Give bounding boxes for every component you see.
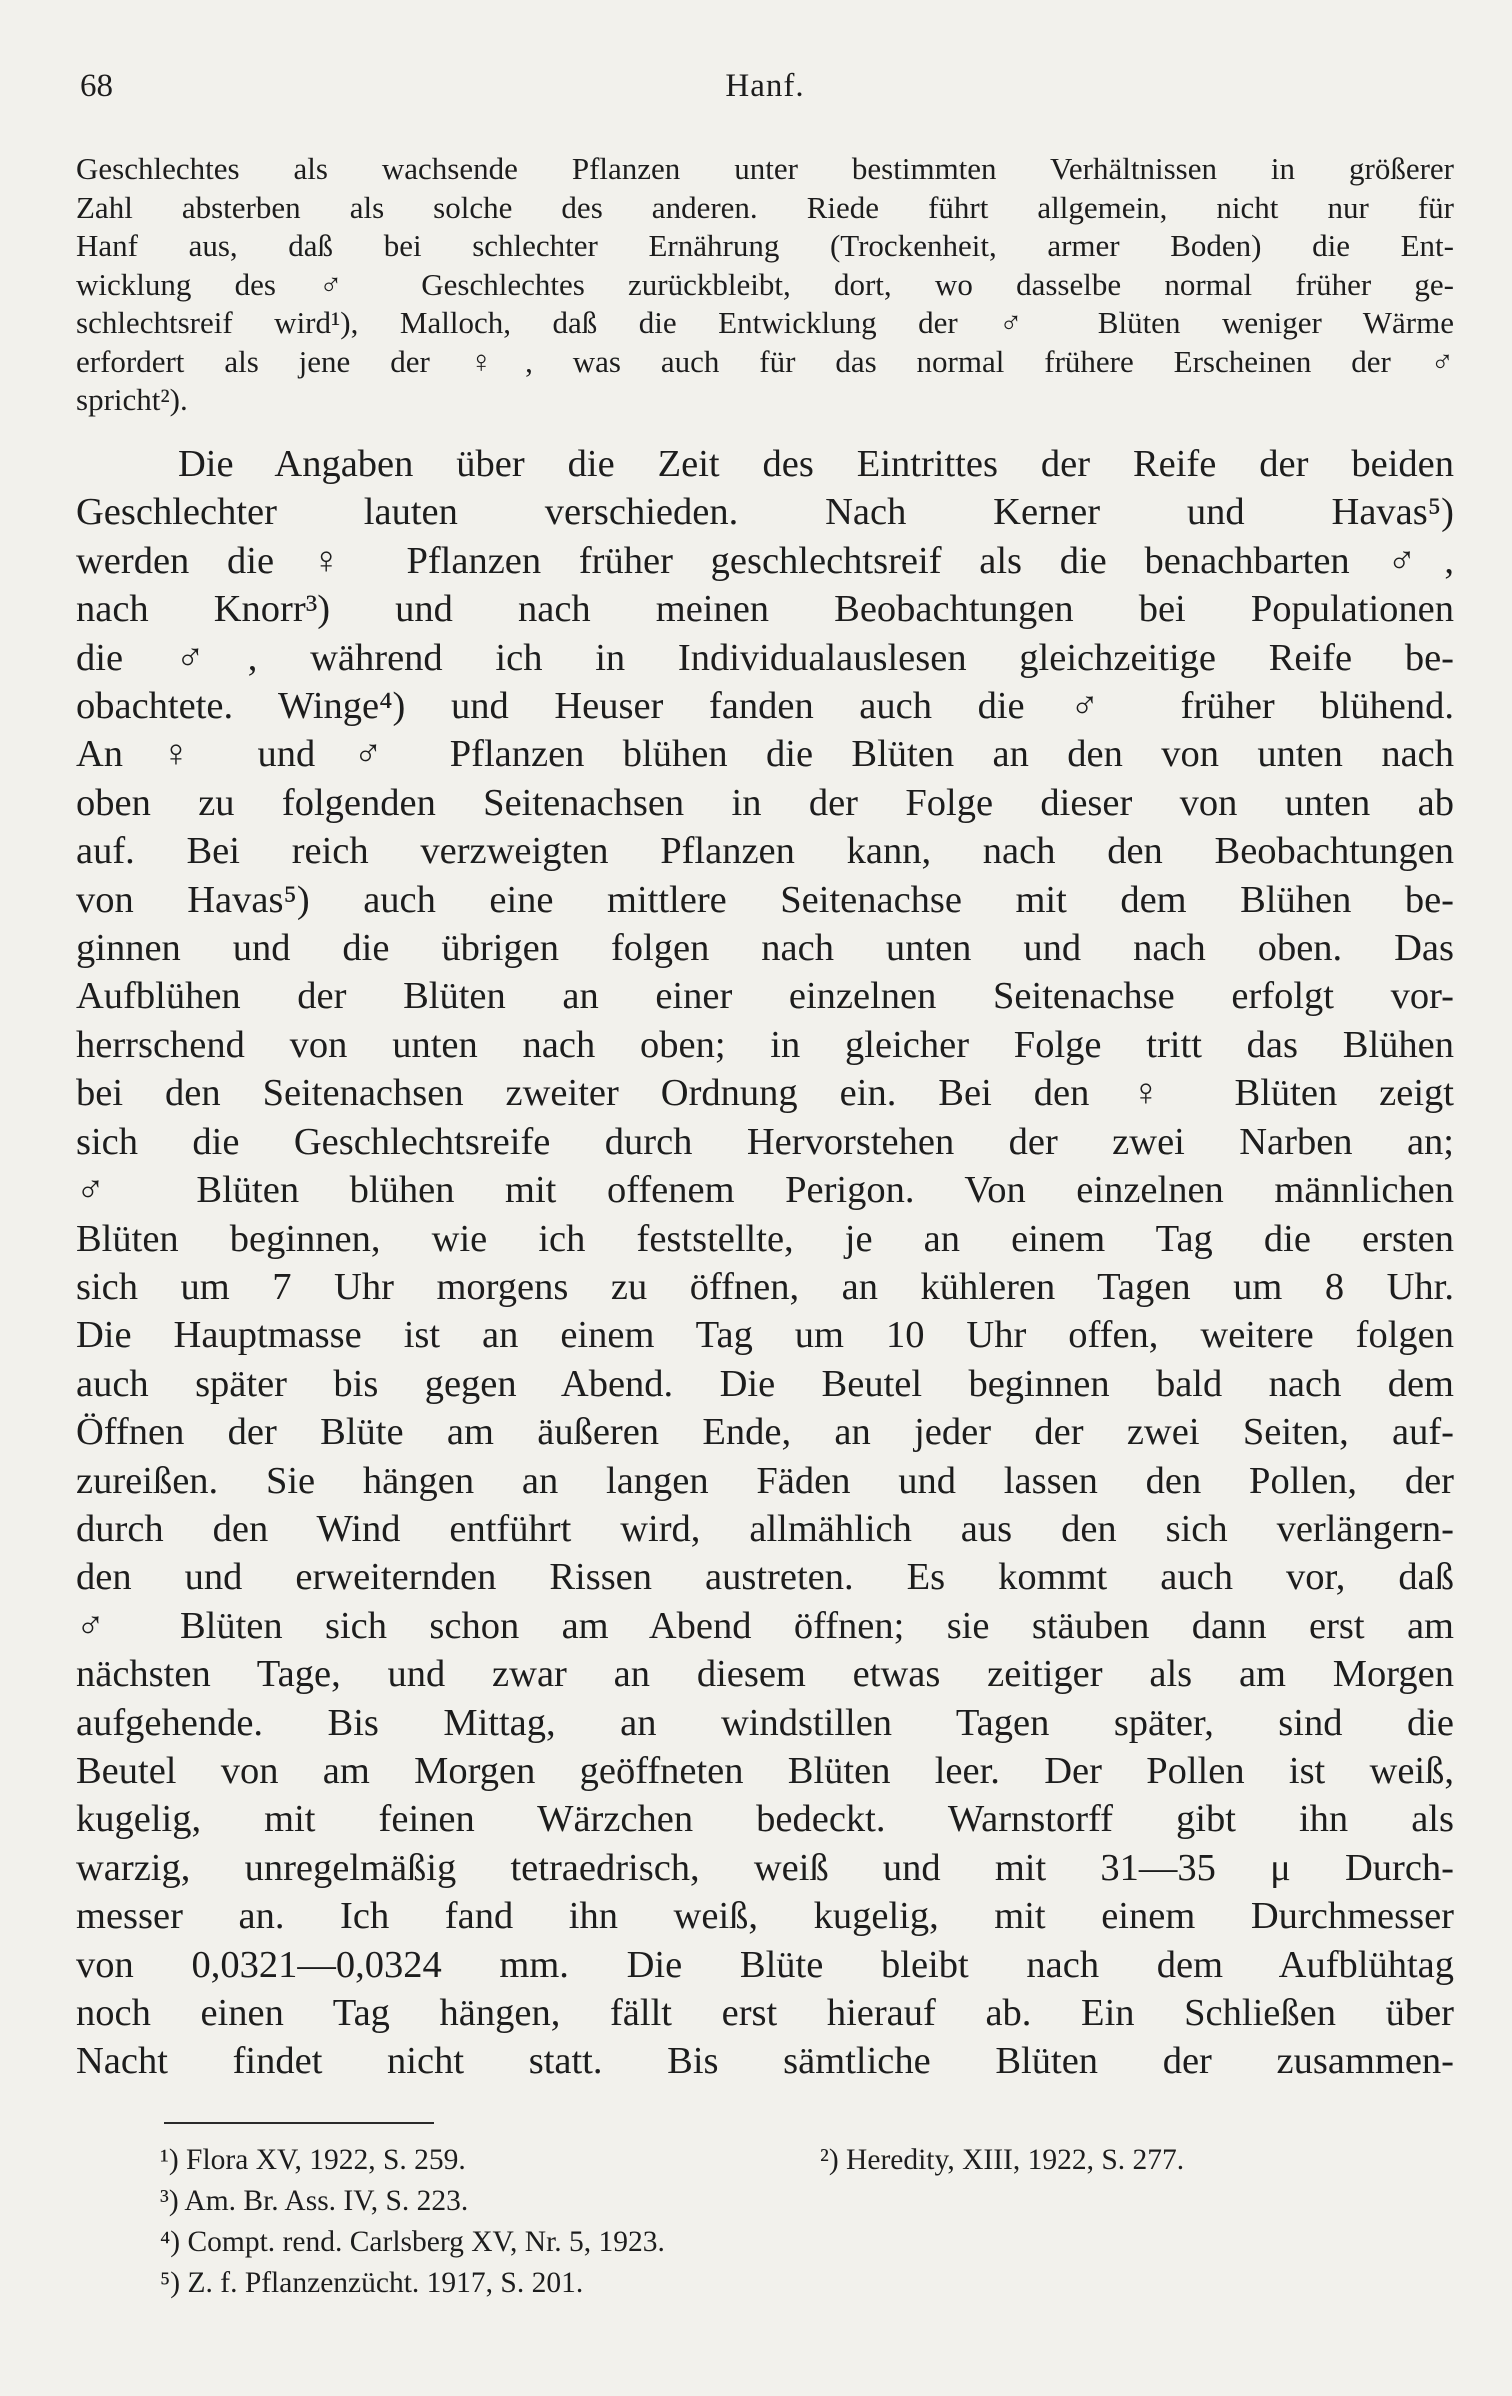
text-line: spricht²). (76, 382, 188, 417)
text-line: von Havas⁵) auch eine mittlere Seitenachse mit dem Blühen be- (76, 878, 1454, 921)
text-line: werden die ♀ Pflanzen früher geschlechtsreif als die benachbarten ♂, (76, 539, 1454, 582)
text-line: ♂ Blüten sich schon am Abend öffnen; sie stäuben dann erst am (76, 1604, 1454, 1647)
text-line: den und erweiternden Rissen austreten. Es kommt auch vor, daß (76, 1556, 1454, 1599)
text-line: Geschlechter lauten verschieden. Nach Kerner und Havas⁵) (76, 491, 1454, 534)
text-line: herrschend von unten nach oben; in gleicher Folge tritt das Blühen (76, 1023, 1454, 1066)
footnote-4: ⁴) Compt. rend. Carlsberg XV, Nr. 5, 1923. (160, 2226, 665, 2258)
text-line: sich um 7 Uhr morgens zu öffnen, an kühleren Tagen um 8 Uhr. (76, 1265, 1454, 1308)
text-line: ♂ Blüten blühen mit offenem Perigon. Von einzelnen männlichen (76, 1169, 1454, 1212)
page-header (80, 64, 1450, 108)
text-line: warzig, unregelmäßig tetraedrisch, weiß und mit 31—35 μ Durch- (76, 1846, 1454, 1889)
footnotes (160, 2140, 1360, 2304)
text-line: nächsten Tage, und zwar an diesem etwas zeitiger als am Morgen (76, 1653, 1454, 1696)
text-line: von 0,0321—0,0324 mm. Die Blüte bleibt nach dem Aufblühtag (76, 1943, 1454, 1986)
text-line: Blüten beginnen, wie ich feststellte, je an einem Tag die ersten (76, 1217, 1454, 1260)
text-line: Die Angaben über die Zeit des Eintrittes der Reife der beiden (178, 443, 1454, 485)
text-line: noch einen Tag hängen, fällt erst hierauf ab. Ein Schließen über (76, 1992, 1454, 2034)
footnote-2: ²) Heredity, XIII, 1922, S. 277. (820, 2144, 1185, 2176)
text-line: erfordert als jene der ♀, was auch für das normal frühere Erscheinen der ♂ (76, 343, 1454, 379)
text-line: auch später bis gegen Abend. Die Beutel beginnen bald nach dem (76, 1362, 1454, 1405)
text-line: Die Hauptmasse ist an einem Tag um 10 Uhr offen, weitere folgen (76, 1314, 1454, 1357)
running-title: Hanf. (725, 68, 805, 104)
text-line: obachtete. Winge⁴) und Heuser fanden auch die ♂ früher blühend. (76, 685, 1454, 728)
text-line: Aufblühen der Blüten an einer einzelnen Seitenachse erfolgt vor- (76, 975, 1454, 1018)
main-paragraph (76, 440, 1454, 2086)
text-line: Öffnen der Blüte am äußeren Ende, an jeder der zwei Seiten, auf- (76, 1411, 1454, 1454)
page-number: 68 (80, 68, 113, 104)
text-line: auf. Bei reich verzweigten Pflanzen kann, nach den Beobachtungen (76, 830, 1454, 873)
text-line: sich die Geschlechtsreife durch Hervorstehen der zwei Narben an; (76, 1120, 1454, 1163)
text-line: Geschlechtes als wachsende Pflanzen unter bestimmten Verhältnissen in größerer (76, 151, 1454, 186)
footnote-5: ⁵) Z. f. Pflanzenzücht. 1917, S. 201. (160, 2267, 584, 2299)
text-line: die ♂, während ich in Individualauslesen gleichzeitige Reife be- (76, 636, 1454, 679)
text-line: schlechtsreif wird¹), Malloch, daß die Entwicklung der ♂ Blüten weniger Wärme (76, 305, 1454, 340)
footnote-1: ¹) Flora XV, 1922, S. 259. (160, 2144, 466, 2176)
footnote-3: ³) Am. Br. Ass. IV, S. 223. (160, 2185, 469, 2217)
text-line: durch den Wind entführt wird, allmählich aus den sich verlängern- (76, 1507, 1454, 1550)
text-line: bei den Seitenachsen zweiter Ordnung ein. Bei den ♀ Blüten zeigt (76, 1072, 1454, 1115)
text-line: aufgehende. Bis Mittag, an windstillen Tagen später, sind die (76, 1701, 1454, 1744)
text-line: nach Knorr³) und nach meinen Beobachtungen bei Populationen (76, 588, 1454, 631)
text-line: zureißen. Sie hängen an langen Fäden und lassen den Pollen, der (76, 1459, 1454, 1502)
text-line: wicklung des ♂ Geschlechtes zurückbleibt, dort, wo dasselbe normal früher ge- (76, 266, 1454, 302)
text-line: Nacht findet nicht statt. Bis sämtliche Blüten der zusammen- (76, 2040, 1454, 2083)
text-line: oben zu folgenden Seitenachsen in der Folge dieser von unten ab (76, 781, 1454, 824)
text-line: Beutel von am Morgen geöffneten Blüten leer. Der Pollen ist weiß, (76, 1749, 1454, 1792)
small-print-paragraph (76, 150, 1454, 420)
text-line: ginnen und die übrigen folgen nach unten und nach oben. Das (76, 927, 1454, 970)
text-line: An ♀ und ♂ Pflanzen blühen die Blüten an den von unten nach (76, 733, 1454, 776)
text-line: Hanf aus, daß bei schlechter Ernährung (Trockenheit, armer Boden) die Ent- (76, 228, 1454, 263)
text-line: messer an. Ich fand ihn weiß, kugelig, mit einem Durchmesser (76, 1895, 1454, 1938)
text-line: Zahl absterben als solche des anderen. Riede führt allgemein, nicht nur für (76, 189, 1454, 225)
text-line: kugelig, mit feinen Wärzchen bedeckt. Warnstorff gibt ihn als (76, 1798, 1454, 1841)
footnote-separator (164, 2122, 434, 2124)
